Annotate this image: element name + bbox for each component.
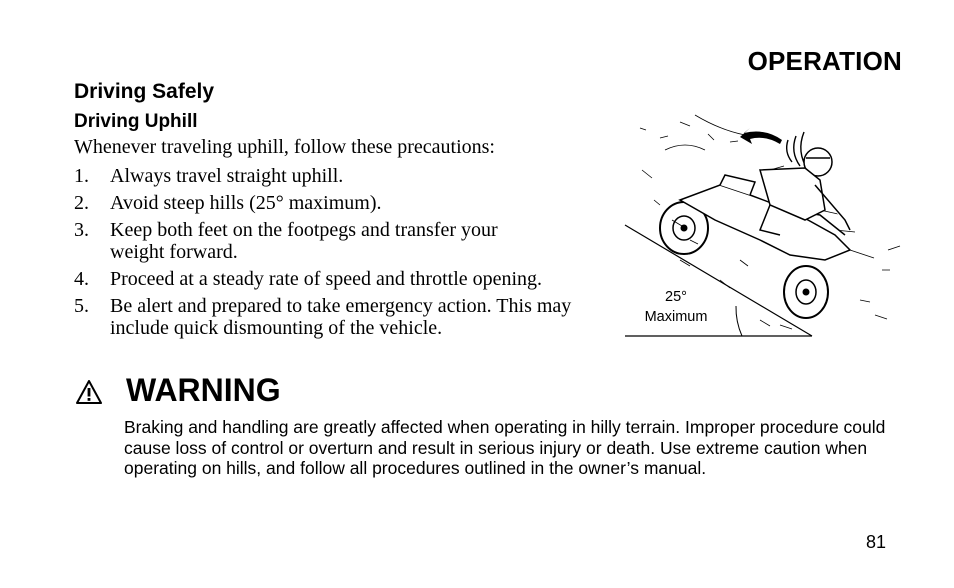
list-item-number: 4.: [74, 268, 89, 290]
warning-text: Braking and handling are greatly affected when operating in hilly terrain. Improper procedure could cause loss of control or overturn and result in serious injury or death. Use extreme caution when operating on hills, and follow all procedures outlined in the owner’s manual.: [124, 417, 886, 478]
list-item-text: Keep both feet on the footpegs and transfer your weight forward.: [110, 219, 498, 263]
list-item: [74, 295, 630, 339]
list-item: [74, 165, 530, 187]
page-subheading: Driving Uphill: [74, 111, 198, 132]
list-item-number: 2.: [74, 192, 89, 214]
list-item-text: Avoid steep hills (25° maximum).: [110, 192, 382, 214]
maximum-label: Maximum: [644, 309, 708, 325]
list-item-text: Proceed at a steady rate of speed and throttle opening.: [110, 268, 543, 290]
list-item-number: 1.: [74, 165, 89, 187]
warning-title: WARNING: [126, 372, 281, 408]
list-item-text: Always travel straight uphill.: [110, 165, 344, 187]
page-number: 81: [865, 532, 886, 552]
uphill-atv-illustration: [620, 110, 910, 345]
intro-text: Whenever traveling uphill, follow these precautions:: [74, 136, 495, 158]
section-title: OPERATION: [747, 46, 902, 76]
list-item: [74, 219, 550, 263]
warning-triangle-icon: [76, 380, 102, 404]
list-item: [74, 192, 530, 214]
page-heading: Driving Safely: [74, 80, 215, 103]
list-item-number: 3.: [74, 219, 89, 241]
angle-label: 25°: [665, 289, 687, 305]
list-item: [74, 268, 560, 290]
precautions-list: [74, 165, 594, 344]
list-item-number: 5.: [74, 295, 89, 317]
list-item-text: Be alert and prepared to take emergency action. This may include quick dismounting of the vehicle.: [110, 295, 572, 339]
